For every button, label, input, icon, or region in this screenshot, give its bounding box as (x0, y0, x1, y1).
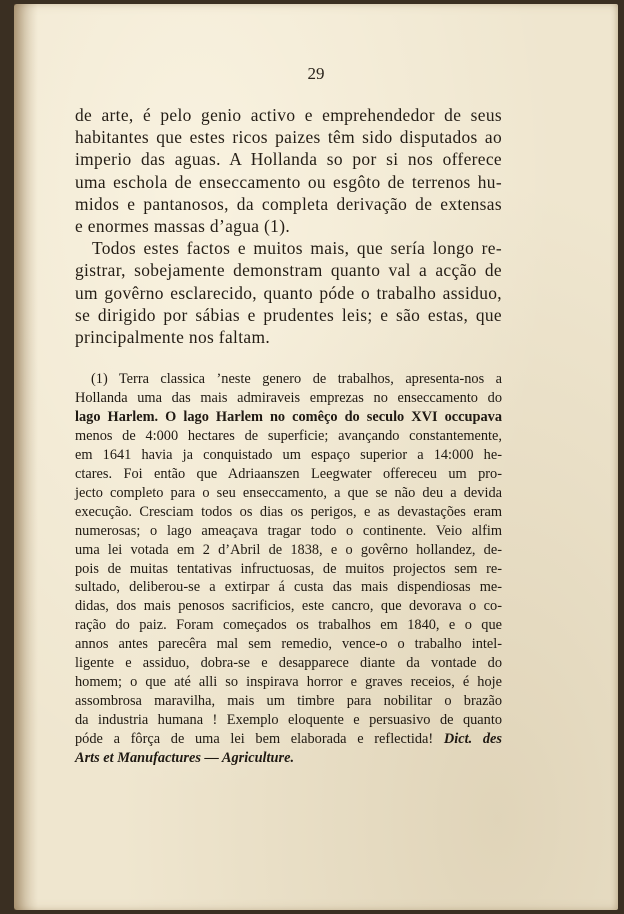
footnote-line: ligente e assiduo, dobra-se e desapparece diante da vontade do (75, 655, 502, 672)
footnote-line: Hollanda uma das mais admiraveis emprezas no enseccamento do (75, 389, 502, 406)
text-line: principalmente nos faltam. (75, 327, 271, 348)
text-line: Todos estes factos e muitos mais, que sería longo re- (92, 238, 502, 259)
footnote-line: didas, dos mais penosos sacrificios, este cancro, que devorava o co- (75, 598, 502, 615)
footnote-line: lago Harlem. O lago Harlem no comêço do seculo XVI occupava (75, 408, 502, 425)
footnote-line: ctares. Foi então que Adriaanszen Leegwater offereceu um pro- (75, 465, 502, 482)
text-line: uma eschola de enseccamento ou esgôto de terrenos hu- (75, 171, 502, 192)
footnote-line (75, 730, 502, 749)
footnote-line: menos de 4:000 hectares de superficie; avançando constantemente, (75, 427, 502, 444)
book-page (14, 4, 618, 910)
footnote-line: uma lei votada em 2 d’Abril de 1838, e o govêrno hollandez, de- (75, 541, 502, 558)
footnote-line: homem; o que até alli so inspirava horror e graves receios, é hoje (75, 674, 502, 691)
footnote-block (75, 370, 502, 768)
page-number: 29 (307, 64, 325, 83)
footnote-line: sultado, deliberou-se a extirpar á custa das mais dispendiosas me- (75, 579, 502, 596)
text-line: de arte, é pelo genio activo e emprehendedor de seus (75, 105, 502, 125)
footnote-line: (1) Terra classica ’neste genero de trabalhos, apresenta-nos a (91, 371, 502, 387)
footnote-line: numerosas; o lago ameaçava tragar todo o continente. Veio alfim (75, 522, 502, 539)
footnote-line: execução. Cresciam todos os dias os perigos, e as devastações eram (75, 503, 502, 520)
text-line: e enormes massas d’agua (1). (75, 216, 291, 237)
footnote-line: da industria humana ! Exemplo eloquente e persuasivo de quanto (75, 712, 502, 729)
footnote-line: em 1641 havia ja conquistado um espaço superior a 14:000 he- (75, 446, 502, 463)
footnote-citation: Dict. des (443, 731, 502, 748)
footnote-line: ração do paiz. Foram começados os trabalhos em 1840, e o que (75, 617, 502, 634)
footnote-line: annos antes parecêra mal sem remedio, vence-o o trabalho intel- (75, 636, 502, 653)
footnote-line: assombrosa maravilha, mais um timbre para nobilitar o brazão (75, 693, 502, 710)
text-line: se dirigido por sábias e prudentes leis; e são estas, que (75, 304, 502, 325)
text-line: um govêrno esclarecido, quanto póde o trabalho assiduo, (75, 282, 502, 303)
footnote-line: pois de muitas tentativas infructuosas, de muitos projectos sem re- (75, 560, 502, 577)
spine-shadow (14, 4, 38, 910)
text-line: gistrar, sobejamente demonstram quanto val a acção de (75, 260, 502, 281)
text-line: imperio das aguas. A Hollanda so por si nos offerece (75, 149, 502, 170)
main-text-block (75, 104, 502, 348)
text-line: midos e pantanosos, da completa derivação de extensas (75, 193, 502, 214)
text-line: habitantes que estes ricos paizes têm sido disputados ao (75, 127, 502, 148)
footnote-line-text: póde a fôrça de uma lei bem elaborada e reflectida! (75, 731, 434, 748)
footnote-line: jecto completo para o seu enseccamento, a que se não deu a devida (75, 484, 502, 501)
footnote-citation-line: Arts et Manufactures — Agriculture. (75, 750, 295, 767)
